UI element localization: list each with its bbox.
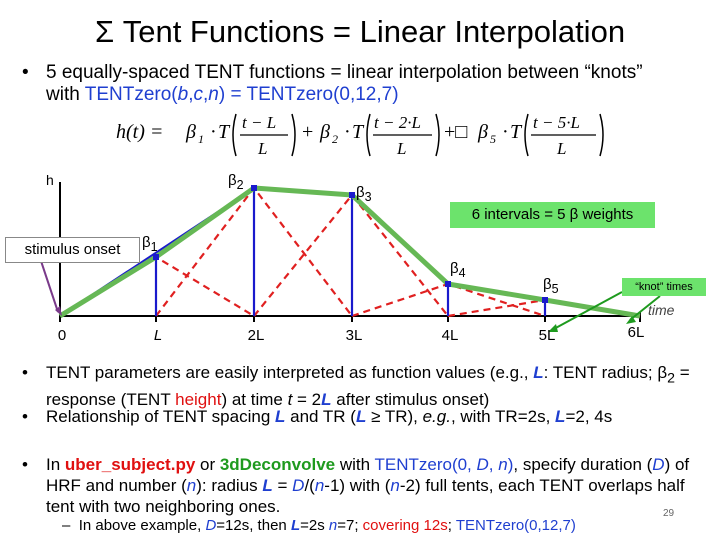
formula-plus-box: +□ [444,121,468,143]
bullet-tent-params-text: TENT parameters are easily interpreted as function values (e.g., L: TENT radius; $\beta_2$ = response (TENT height) at time t = 2L after stimulus onset) [46,363,690,410]
subbullet-example: – In above example, D=12s, then L=2s n=7; covering 12s; TENTzero(0,12,7) [62,517,576,534]
page-number: 29 [663,508,675,519]
formula-dot: · [344,121,351,143]
bullet-spacing-tr-text: Relationship of TENT spacing L and TR (L ≥ TR), e.g., with TR=2s, L=2, 4s [46,407,613,426]
bullet-dot: • [22,62,29,83]
onset-arrow [40,258,58,312]
time-axis-label: time [648,302,675,318]
bullet-spacing-tr [22,406,712,427]
formula-T1: T [218,121,230,143]
beta4-label: $\beta_4$ [450,260,466,280]
formula-num5: t − 5·L [533,113,580,132]
x-tick-L: L [153,327,163,344]
formula-den1: L [258,139,268,158]
x-tick-5L: 5L [538,327,556,344]
formula-T2: T [352,121,364,143]
knot-beta2 [251,185,257,191]
beta3-label: $\beta_3$ [356,184,372,204]
formula-T5: T [510,121,522,143]
formula-dot: · [502,121,509,143]
formula-num1: t − L [242,113,277,132]
formula-beta5: β [478,121,488,143]
param-b: b [177,84,189,105]
subbullet-dash: – [62,517,71,534]
stimulus-onset-label: stimulus onset [5,237,140,263]
knot-beta4 [445,281,451,287]
formula-den2: L [397,139,407,158]
formula-sub2: 2 [332,132,338,146]
knot-beta1 [153,254,159,260]
beta1-label: $\beta_1$ [142,234,158,254]
formula-lhs: h(t) = [116,121,164,143]
formula-beta1: β [186,121,196,143]
formula-dot: · [210,121,217,143]
param-n: n [208,84,219,105]
slide-title: Σ Tent Functions = Linear Interpolation [94,14,626,49]
bullet-programs [22,454,712,517]
bullet-tent-params [22,362,712,410]
formula-sub5: 5 [490,132,496,146]
intro-with: with [46,84,85,105]
x-tick-4L: 4L [441,327,459,344]
beta2-label: $\beta_2$ [228,172,244,192]
tentzero-example: ) = TENTzero(0,12,7) [218,84,399,105]
x-tick-0: 0 [57,327,67,344]
intervals-box: 6 intervals = 5 β weights [450,202,655,228]
knot-beta5 [542,297,548,303]
formula-den5: L [557,139,567,158]
formula-plus: + [302,121,314,143]
param-c: c [193,84,203,105]
x-tick-2L: 2L [247,327,265,344]
h-axis-label: h [46,172,54,188]
comma: , [188,84,194,105]
bullet-dot: • [22,363,28,382]
comma: , [203,84,209,105]
formula-num2: t − 2·L [374,113,421,132]
tentzero-open: TENTzero( [84,84,178,105]
bullet-dot: • [22,407,28,426]
formula-sub1: 1 [198,132,204,146]
knot-beta3 [349,192,355,198]
x-tick-3L: 3L [345,327,363,344]
bullet-programs-text: In uber_subject.py or 3dDeconvolve with TENTzero(0, D, n), specify duration (D) of HRF and number (n): radius L = D/(n-1) with (n-2) full tents, each TENT overlaps half tent with two neighboring ones. [46,455,690,516]
knot-times-box: “knot” times [622,278,706,296]
beta5-label: $\beta_5$ [543,276,559,296]
formula-beta2: β [320,121,330,143]
intro-line1: 5 equally-spaced TENT functions = linear interpolation between “knots” [46,62,643,83]
bullet-dot: • [22,455,28,474]
x-tick-6L: 6L [627,324,645,341]
